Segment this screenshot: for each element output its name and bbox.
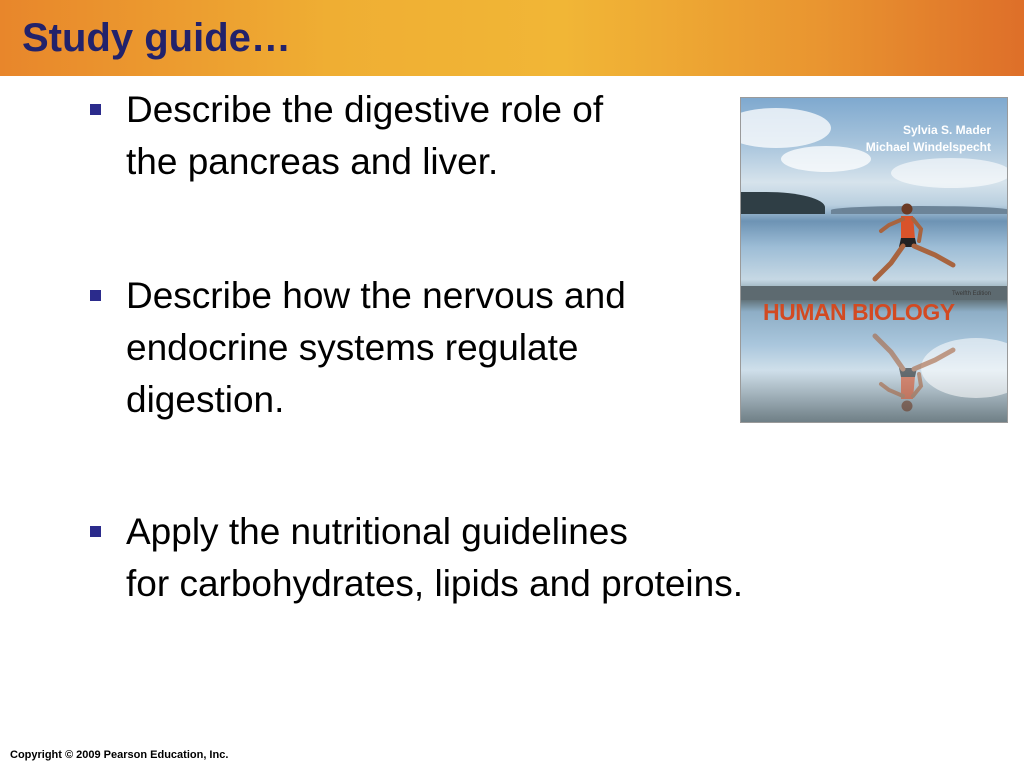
cover-edition: Twelfth Edition [951, 291, 991, 297]
bullet-text [126, 506, 743, 610]
cover-author-2: Michael Windelspecht [865, 140, 991, 154]
cover-author-1: Sylvia S. Mader [902, 123, 991, 137]
bullet-text [126, 84, 603, 188]
runner-reflection-icon [867, 324, 967, 414]
slide-title: Study guide… [22, 16, 291, 60]
bullet-marker-icon [90, 104, 101, 115]
bullet-text [126, 270, 626, 426]
cloud-shape [891, 158, 1008, 188]
runner-figure-icon [867, 201, 967, 291]
bullet-marker-icon [90, 290, 101, 301]
copyright-notice: Copyright © 2009 Pearson Education, Inc. [10, 749, 229, 761]
bullet-line: Apply the nutritional guidelines [126, 511, 628, 552]
cover-title: HUMAN BIOLOGY [763, 299, 955, 325]
bullet-line: endocrine systems regulate [126, 327, 579, 368]
cloud-shape [781, 146, 871, 172]
bullet-line: for carbohydrates, lipids and proteins. [126, 563, 744, 604]
island-shape [741, 192, 825, 214]
bullet-marker-icon [90, 526, 101, 537]
bullet-line: digestion. [126, 379, 285, 420]
bullet-line: the pancreas and liver. [126, 141, 499, 182]
cloud-shape [740, 108, 831, 148]
bullet-line: Describe the digestive role of [126, 89, 604, 130]
book-cover-image [740, 97, 1008, 423]
bullet-line: Describe how the nervous and [126, 275, 626, 316]
